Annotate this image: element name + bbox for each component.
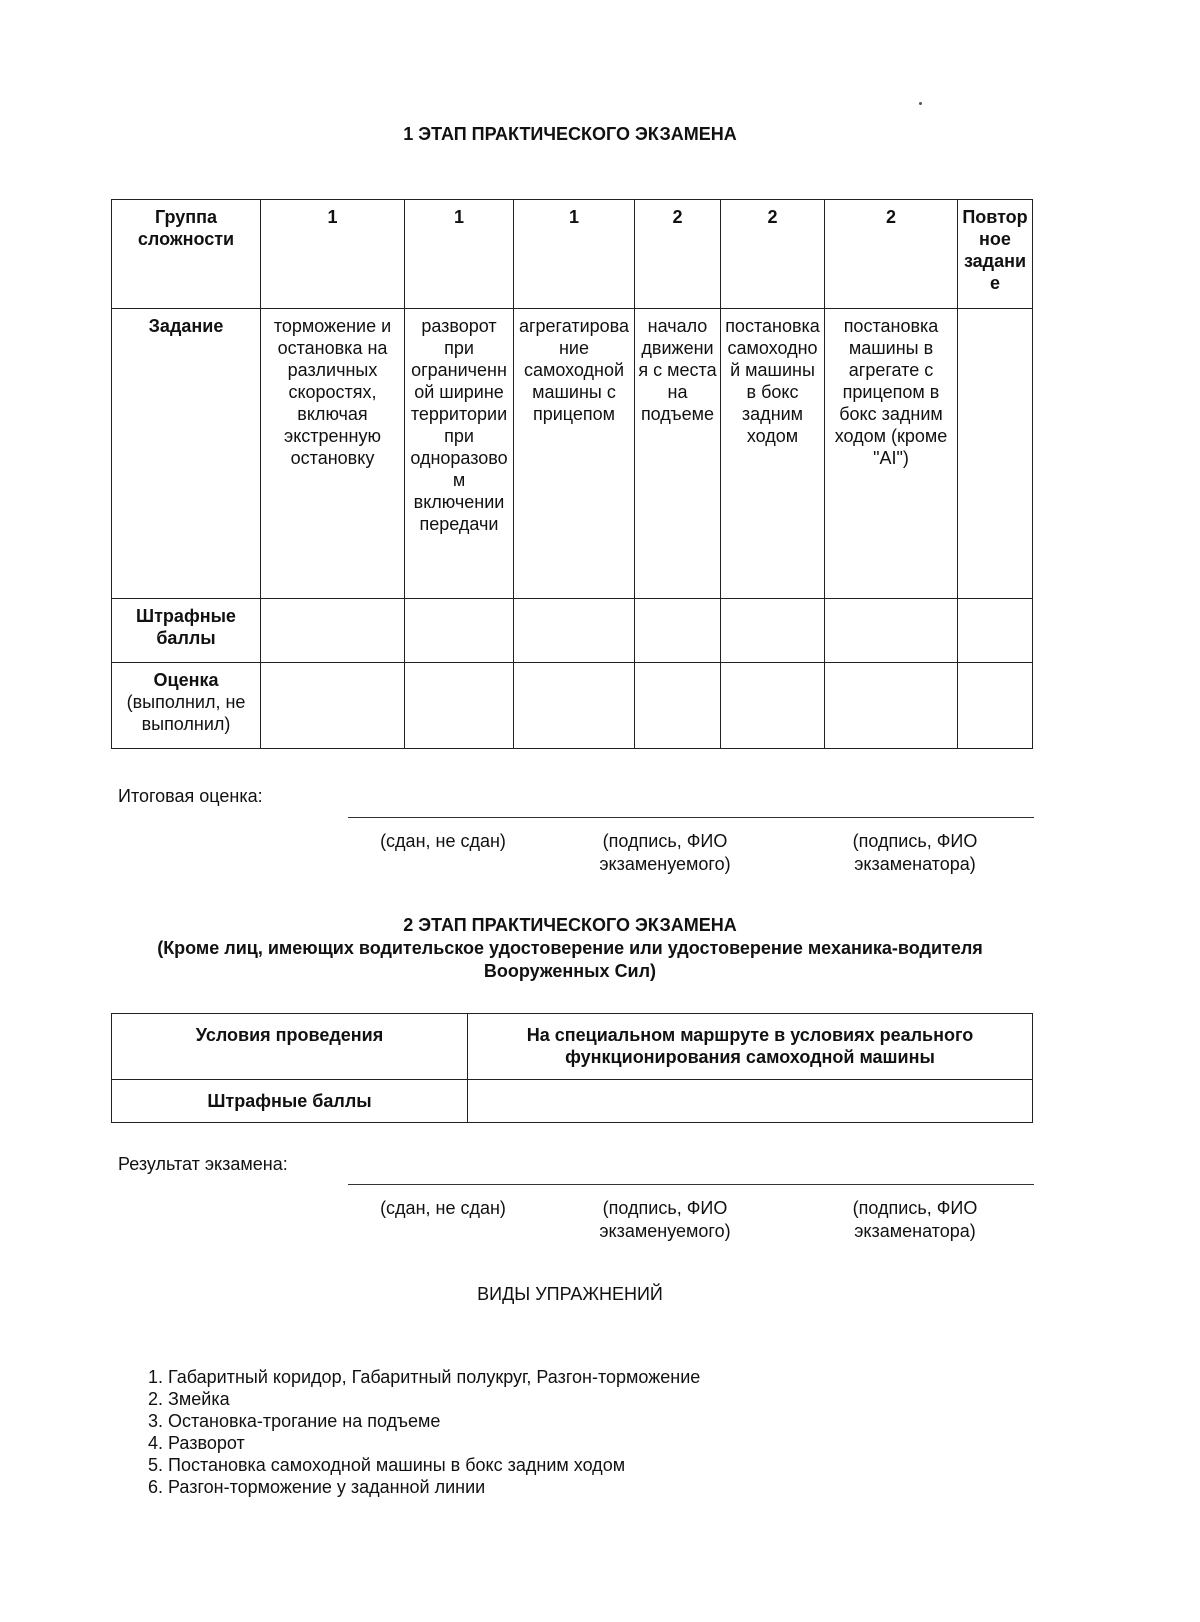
complexity-label: Группа сложности: [112, 200, 261, 309]
penalty-cell[interactable]: [405, 599, 514, 663]
exercises-title: ВИДЫ УПРАЖНЕНИЙ: [477, 1284, 663, 1304]
stage2-subtitle: (Кроме лиц, имеющих водительское удостоверение или удостоверение механика-водителя Вооруженных Сил): [157, 938, 983, 981]
grade-cell[interactable]: [958, 663, 1033, 749]
scan-speck: [919, 102, 922, 105]
penalty-cell[interactable]: [958, 599, 1033, 663]
task-cell: постановка самоходной машины в бокс задним ходом: [721, 309, 825, 599]
task-cell: разворот при ограниченной ширине территории при одноразовом включении передачи: [405, 309, 514, 599]
grade-cell[interactable]: [721, 663, 825, 749]
penalty-cell[interactable]: [635, 599, 721, 663]
repeat-task-cell: Повторное задание: [958, 200, 1033, 309]
grade-cell[interactable]: [635, 663, 721, 749]
conditions-value: На специальном маршруте в условиях реального функционирования самоходной машины: [468, 1014, 1033, 1080]
complexity-cell: 2: [635, 200, 721, 309]
task-label: Задание: [112, 309, 261, 599]
stage2-table: [111, 1013, 1033, 1123]
grade-cell[interactable]: [514, 663, 635, 749]
complexity-cell: 1: [405, 200, 514, 309]
task-cell: постановка машины в агрегате с прицепом в бокс задним ходом (кроме "AI"): [825, 309, 958, 599]
grade-row: [112, 663, 1033, 749]
task-cell: [958, 309, 1033, 599]
stage1-table: [111, 199, 1033, 749]
grade-label-cell: [112, 663, 261, 749]
examiner-caption: (подпись, ФИО экзаменатора): [852, 831, 978, 874]
complexity-cell: 2: [825, 200, 958, 309]
penalty-cell[interactable]: [825, 599, 958, 663]
examinee-caption: (подпись, ФИО экзаменуемого): [599, 1198, 731, 1241]
task-cell: начало движения с места на подъеме: [635, 309, 721, 599]
grade-label: Оценка: [153, 670, 219, 690]
examiner-caption: (подпись, ФИО экзаменатора): [852, 1198, 978, 1241]
penalty-cell[interactable]: [261, 599, 405, 663]
penalty-row: [112, 599, 1033, 663]
signature-line[interactable]: [348, 1184, 1034, 1185]
stage2-title: 2 ЭТАП ПРАКТИЧЕСКОГО ЭКЗАМЕНА: [403, 915, 737, 935]
grade-cell[interactable]: [405, 663, 514, 749]
passed-caption: (сдан, не сдан): [380, 831, 506, 851]
stage2-penalty-value[interactable]: [468, 1080, 1033, 1123]
complexity-cell: 1: [261, 200, 405, 309]
signature-line[interactable]: [348, 817, 1034, 818]
penalty-cell[interactable]: [721, 599, 825, 663]
list-item: 1. Габаритный коридор, Габаритный полукруг, Разгон-торможение: [168, 1366, 700, 1388]
grade-cell[interactable]: [825, 663, 958, 749]
task-cell: торможение и остановка на различных скоростях, включая экстренную остановку: [261, 309, 405, 599]
list-item: 6. Разгон-торможение у заданной линии: [168, 1476, 700, 1498]
conditions-row: [112, 1014, 1033, 1080]
complexity-cell: 1: [514, 200, 635, 309]
final-grade-label: Итоговая оценка:: [118, 786, 263, 806]
list-item: 5. Постановка самоходной машины в бокс задним ходом: [168, 1454, 700, 1476]
grade-cell[interactable]: [261, 663, 405, 749]
list-item: 3. Остановка-трогание на подъеме: [168, 1410, 700, 1432]
passed-caption: (сдан, не сдан): [380, 1198, 506, 1218]
stage2-penalty-label: Штрафные баллы: [112, 1080, 468, 1123]
list-item: 4. Разворот: [168, 1432, 700, 1454]
stage2-penalty-row: [112, 1080, 1033, 1123]
task-row: [112, 309, 1033, 599]
penalty-cell[interactable]: [514, 599, 635, 663]
penalty-label: Штрафные баллы: [112, 599, 261, 663]
examinee-caption: (подпись, ФИО экзаменуемого): [599, 831, 731, 874]
conditions-label: Условия проведения: [112, 1014, 468, 1080]
grade-sublabel: (выполнил, не выполнил): [126, 692, 246, 734]
task-cell: агрегатирование самоходной машины с прицепом: [514, 309, 635, 599]
exam-result-label: Результат экзамена:: [118, 1154, 288, 1174]
exercise-list: [146, 1366, 700, 1498]
stage1-title: 1 ЭТАП ПРАКТИЧЕСКОГО ЭКЗАМЕНА: [403, 124, 737, 144]
complexity-cell: 2: [721, 200, 825, 309]
list-item: 2. Змейка: [168, 1388, 700, 1410]
complexity-row: [112, 200, 1033, 309]
